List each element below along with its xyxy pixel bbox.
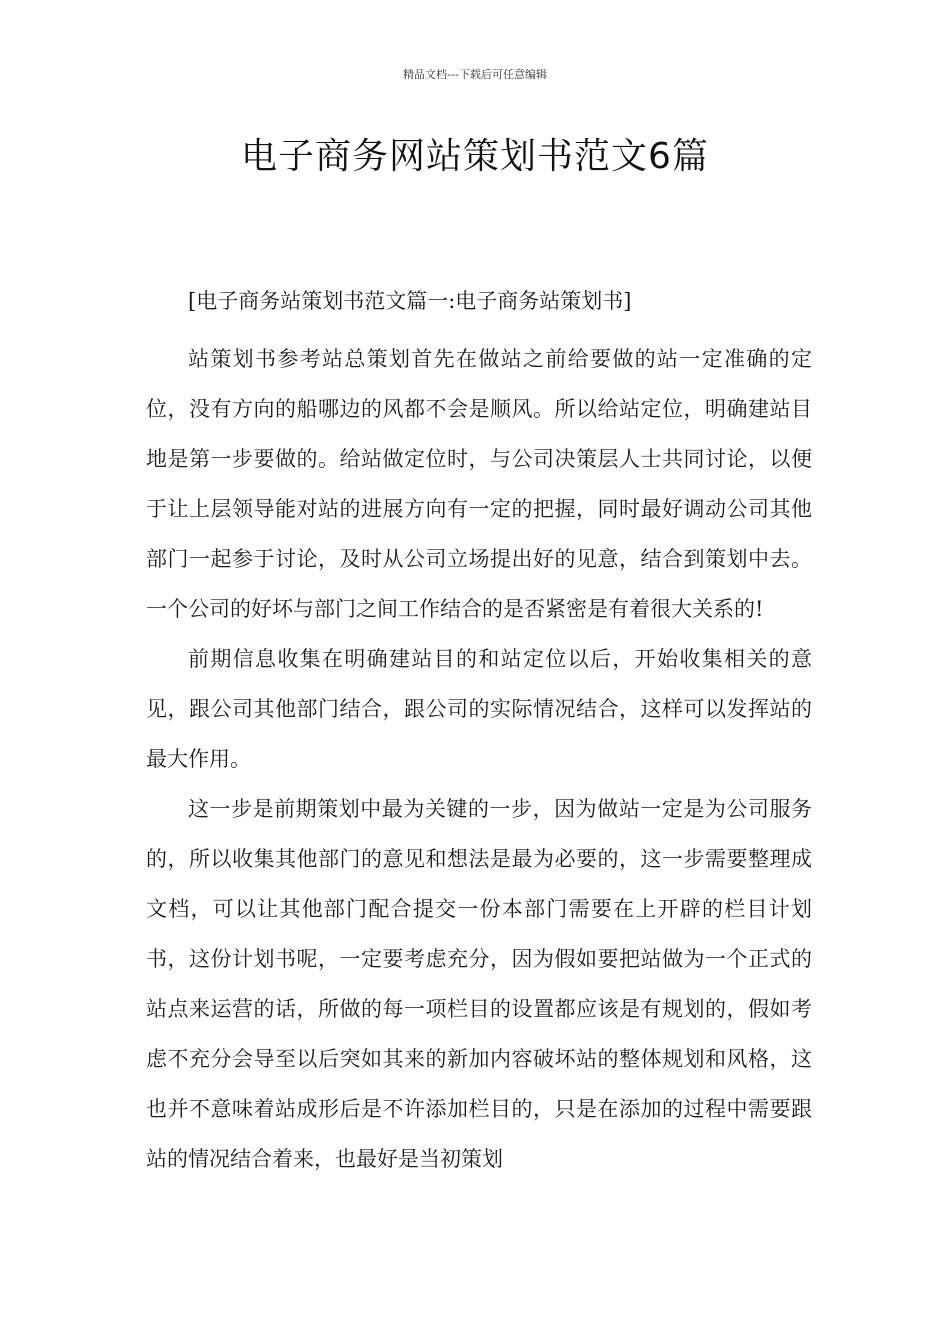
page-title: 电子商务网站策划书范文6篇	[241, 136, 709, 177]
document-body	[146, 284, 812, 1184]
header-note: 精品文档---下载后可任意编辑	[403, 68, 547, 81]
paragraph-3: 这一步是前期策划中最为关键的一步，因为做站一定是为公司服务的，所以收集其他部门的意见和想法是最为必要的，这一步需要整理成文档，可以让其他部门配合提交一份本部门需要在上开辟的栏目计划书，这份计划书呢，一定要考虑充分，因为假如要把站做为一个正式的站点来运营的话，所做的每一项栏目的设置都应该是有规划的，假如考虑不充分会导至以后突如其来的新加内容破坏站的整体规划和风格，这也并不意味着站成形后是不许添加栏目的，只是在添加的过程中需要跟站的情况结合着来，也最好是当初策划	[146, 797, 812, 1171]
paragraph-2: 前期信息收集在明确建站目的和站定位以后，开始收集相关的意见，跟公司其他部门结合，跟公司的实际情况结合，这样可以发挥站的最大作用。	[146, 647, 812, 771]
section-heading: [电子商务站策划书范文篇一:电子商务站策划书]	[188, 289, 632, 313]
paragraph-1: 站策划书参考站总策划首先在做站之前给要做的站一定准确的定位，没有方向的船哪边的风都不会是顺风。所以给站定位，明确建站目地是第一步要做的。给站做定位时，与公司决策层人士共同讨论，以便于让上层领导能对站的进展方向有一定的把握，同时最好调动公司其他部门一起参于讨论，及时从公司立场提出好的见意，结合到策划中去。一个公司的好坏与部门之间工作结合的是否紧密是有着很大关系的!	[146, 347, 812, 621]
